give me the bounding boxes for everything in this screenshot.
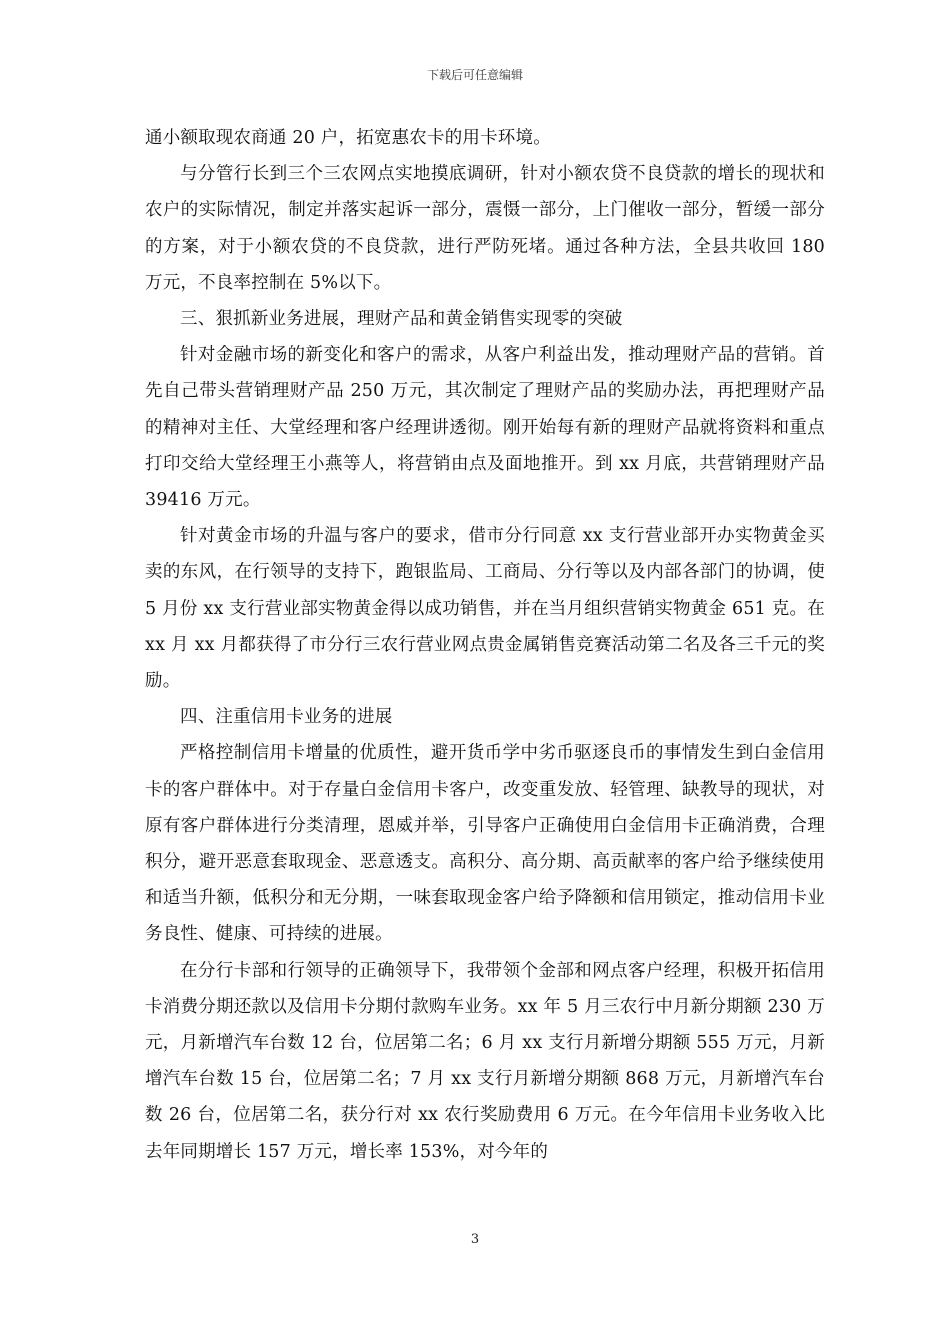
page-number: 3 (470, 1232, 480, 1247)
document-body (145, 120, 825, 1170)
paragraph: 针对金融市场的新变化和客户的需求，从客户利益出发，推动理财产品的营销。首先自己带头营销理财产品 250 万元，其次制定了理财产品的奖励办法，再把理财产品的精神对主任、大堂经理和客户经理讲透彻。刚开始每有新的理财产品就将资料和重点打印交给大堂经理王小燕等人，将营销由点及面地推开。到 xx 月底，共营销理财产品 39416 万元。 (145, 345, 825, 511)
paragraph: 与分管行长到三个三农网点实地摸底调研，针对小额农贷不良贷款的增长的现状和农户的实际情况，制定并落实起诉一部分，震慑一部分，上门催收一部分，暂缓一部分的方案，对于小额农贷的不良贷款，进行严防死堵。通过各种方法，全县共收回 180 万元，不良率控制在 5%以下。 (145, 164, 825, 293)
page-header: 下载后可任意编辑 (426, 68, 523, 82)
paragraph: 针对黄金市场的升温与客户的要求，借市分行同意 xx 支行营业部开办实物黄金买卖的东风，在行领导的支持下，跑银监局、工商局、分行等以及内部各部门的协调，使 5 月份 xx 支行营业部实物黄金得以成功销售，并在当月组织营销实物黄金 651 克。在 xx 月 xx 月都获得了市分行三农行营业网点贵金属销售竞赛活动第二名及各三千元的奖励。 (145, 526, 825, 692)
section-heading: 三、狠抓新业务进展，理财产品和黄金销售实现零的突破 (180, 309, 623, 330)
paragraph: 通小额取现农商通 20 户，拓宽惠农卡的用卡环境。 (145, 128, 551, 148)
section-heading: 四、注重信用卡业务的进展 (180, 707, 393, 728)
paragraph: 在分行卡部和行领导的正确领导下，我带领个金部和网点客户经理，积极开拓信用卡消费分期还款以及信用卡分期付款购车业务。xx 年 5 月三农行中月新分期额 230 万元，月新增汽车台数 12 台，位居第二名；6 月 xx 支行月新增分期额 555 万元，月新增汽车台数 15 台，位居第二名；7 月 xx 支行月新增分期额 868 万元，月新增汽车台数 26 台，位居第二名，获分行对 xx 农行奖励费用 6 万元。在今年信用卡业务收入比去年同期增长 157 万元，增长率 153%，对今年的 (145, 960, 825, 1162)
paragraph: 严格控制信用卡增量的优质性，避开货币学中劣币驱逐良币的事情发生到白金信用卡的客户群体中。对于存量白金信用卡客户，改变重发放、轻管理、缺教导的现状，对原有客户群体进行分类清理，恩威并举，引导客户正确使用白金信用卡正确消费，合理积分，避开恶意套取现金、恶意透支。高积分、高分期、高贡献率的客户给予继续使用和适当升额，低积分和无分期，一味套取现金客户给予降额和信用锁定，推动信用卡业务良性、健康、可持续的进展。 (145, 743, 825, 945)
